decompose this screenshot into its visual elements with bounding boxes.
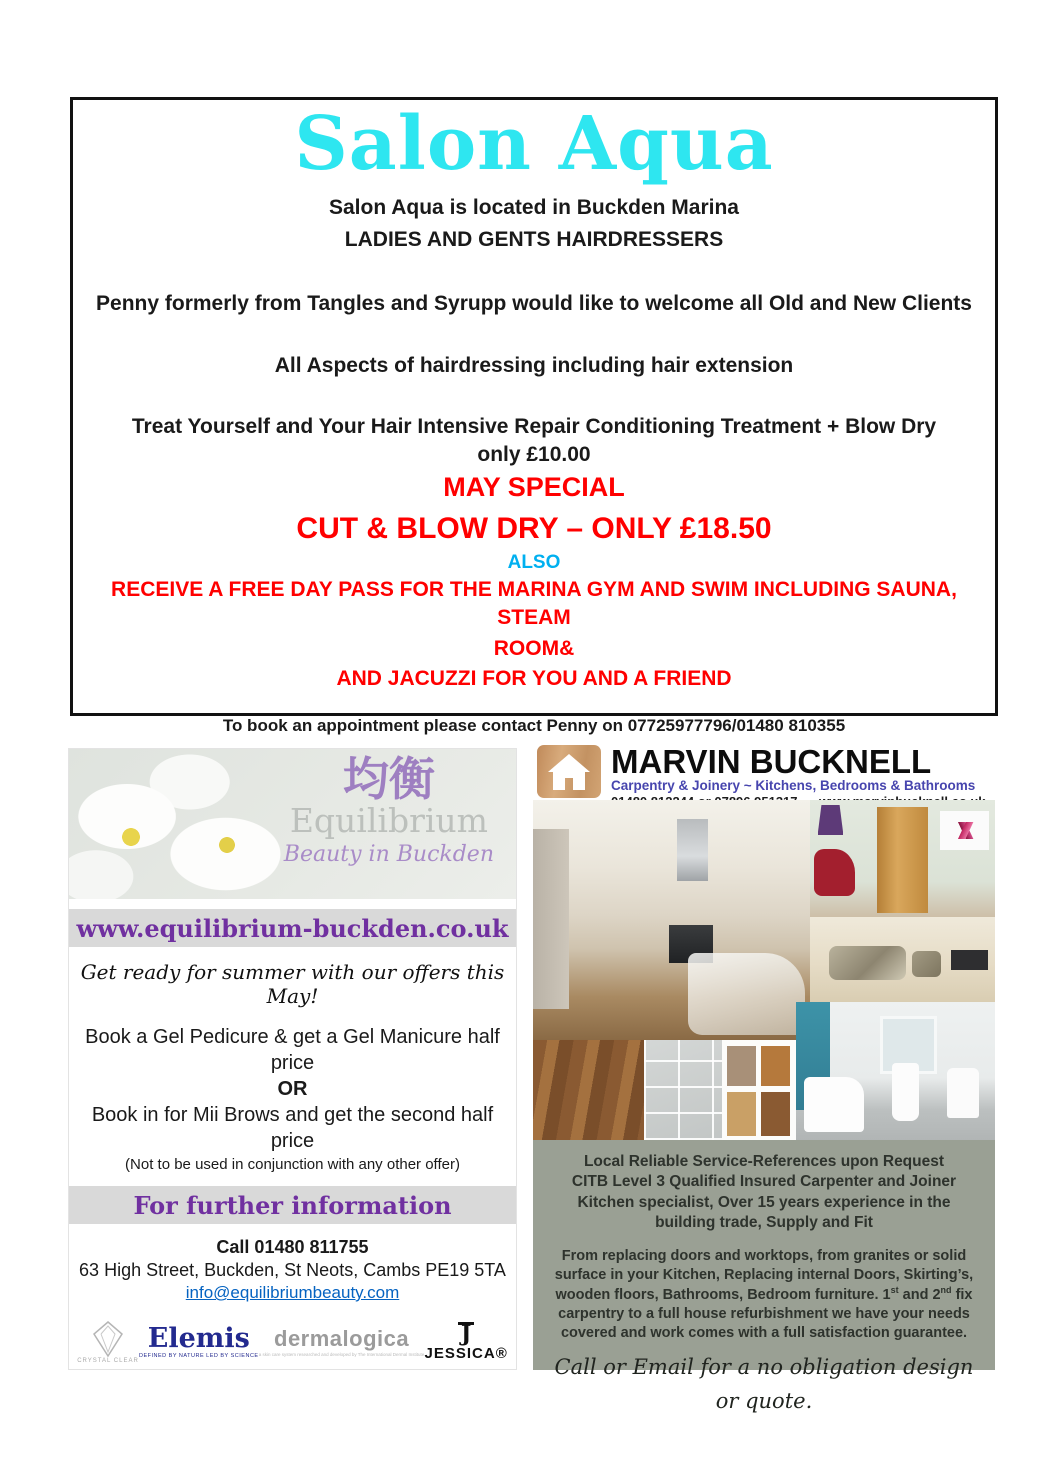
oak-door-photo (810, 800, 995, 917)
elemis-tagline: DEFINED BY NATURE LED BY SCIENCE (138, 1353, 259, 1359)
equilibrium-banner-text (284, 755, 494, 867)
marvin-info-panel (533, 1140, 995, 1413)
salon-aqua-ad (70, 97, 998, 736)
equilibrium-ad (68, 748, 517, 1370)
house-icon (537, 745, 601, 798)
red-chair-shape (814, 849, 855, 896)
salon-may-special: MAY SPECIAL (443, 471, 625, 502)
salon-treatment-line: Treat Yourself and Your Hair Intensive Repair Conditioning Treatment + Blow Dry (131, 415, 937, 439)
sink-basin-shape (829, 946, 907, 980)
equilibrium-banner-image (69, 749, 516, 899)
kitchen-extractor-hood-shape (677, 819, 707, 881)
elemis-wordmark: Elemis (147, 1323, 250, 1354)
salon-treatment-price: only £10.00 (477, 443, 591, 467)
equilibrium-website-text: www.equilibrium-buckden.co.uk (76, 913, 509, 943)
basin-shape (947, 1068, 979, 1118)
marvin-handwritten-note: Call or Email for a no obligation design or quote. (554, 1355, 974, 1413)
kitchen-sink-photo (810, 917, 995, 1002)
equilibrium-offer1-line1: Book a Gel Pedicure & get a Gel Manicure half (85, 1026, 500, 1048)
elemis-logo (139, 1325, 259, 1359)
bathtub-shape (804, 1077, 864, 1132)
salon-welcome-line: Penny formerly from Tangles and Syrupp would like to welcome all Old and New Clients (96, 292, 972, 316)
equilibrium-brand-logos (69, 1311, 516, 1373)
jessica-logo (425, 1322, 508, 1363)
wall-art-shape (940, 811, 990, 851)
bathroom-photo (796, 1002, 995, 1140)
salon-location-line: Salon Aqua is located in Buckden Marina (329, 195, 739, 219)
jessica-j-icon: J (458, 1322, 474, 1345)
equilibrium-further-info-text: For further information (133, 1190, 452, 1220)
dermalogica-wordmark: dermalogica (274, 1325, 410, 1351)
hob-shape (951, 950, 988, 970)
oak-door-shape (877, 807, 929, 913)
salon-also: ALSO (507, 551, 561, 573)
dermalogica-logo (258, 1325, 425, 1357)
salon-free-pass-line3: AND JACUZZI FOR YOU AND A FRIEND (336, 666, 732, 690)
salon-booking-line: To book an appointment please contact Penny on 07725977796/01480 810355 (222, 716, 846, 736)
marvin-title: MARVIN BUCKNELL (611, 743, 932, 780)
salon-special-offer: CUT & BLOW DRY – ONLY £18.50 (296, 511, 772, 545)
sink-half-basin-shape (912, 951, 942, 977)
salon-free-pass-line1: RECEIVE A FREE DAY PASS FOR THE MARINA GYM AND SWIM INCLUDING SAUNA, STEAM (111, 577, 957, 630)
dermalogica-tagline: a skin care system researched and developed by The International Dermal Institute (258, 1351, 425, 1357)
salon-subtitle-line: LADIES AND GENTS HAIRDRESSERS (344, 228, 724, 252)
equilibrium-address: 63 High Street, Buckden, St Neots, Cambs PE19 5TA (79, 1260, 506, 1280)
equilibrium-offer1-line2: price (270, 1052, 315, 1074)
salon-aqua-title: Salon Aqua (294, 101, 774, 187)
kitchen-dining-table-shape (688, 953, 804, 1034)
wood-floor-photo (533, 1040, 644, 1140)
salon-free-pass-line2: ROOM& (493, 636, 575, 660)
marvin-info-line1: Local Reliable Service-References upon Request (583, 1153, 945, 1170)
marvin-info-line2: CITB Level 3 Qualified Insured Carpenter and Joiner Kitchen specialist, Over 15 years experience in the building trade, Supply and Fit (571, 1173, 957, 1232)
equilibrium-offer2-line1: Book in for Mii Brows and get the second half (91, 1104, 494, 1126)
equilibrium-further-info-banner (69, 1186, 516, 1224)
equilibrium-or: OR (277, 1078, 308, 1100)
jessica-wordmark: JESSICA® (424, 1345, 508, 1363)
crystal-clear-logo (77, 1321, 139, 1364)
equilibrium-website-banner (69, 909, 516, 947)
marvin-subtitle: Carpentry & Joinery ~ Kitchens, Bedrooms & Bathrooms (611, 778, 976, 793)
kitchen-photo (533, 800, 810, 1040)
equilibrium-brand-name: Equilibrium (289, 801, 488, 841)
equilibrium-email-row (69, 1283, 516, 1303)
marvin-photo-collage (533, 800, 995, 1140)
door-samples-photo (722, 1040, 796, 1140)
equilibrium-disclaimer: (Not to be used in conjunction with any other offer) (125, 1156, 460, 1173)
floor-tiles-photo (644, 1040, 723, 1140)
toilet-shape (892, 1063, 920, 1121)
crystal-clear-wordmark: CRYSTAL CLEAR (77, 1357, 139, 1364)
equilibrium-chinese-characters: 均衡 (342, 753, 435, 805)
equilibrium-phone: Call 01480 811755 (216, 1237, 369, 1257)
equilibrium-offer2-line2: price (270, 1130, 315, 1152)
equilibrium-email-link[interactable]: info@equilibriumbeauty.com (185, 1283, 400, 1302)
crystal-clear-diamond-icon (93, 1321, 123, 1357)
equilibrium-headline: Get ready for summer with our offers this May! (80, 960, 505, 1008)
marvin-header (533, 745, 995, 800)
purple-lamp-shape (818, 805, 844, 835)
equilibrium-tagline: Beauty in Buckden (283, 841, 494, 867)
marvin-bucknell-ad (533, 743, 995, 1413)
kitchen-cabinet-shape (533, 829, 569, 1009)
marvin-body-paragraph: From replacing doors and worktops, from granites or solid surface in your Kitchen, Replacing internal Doors, Skirting’s, wooden floors, Bathrooms, Bedroom furniture. 1st and 2nd fix carpentry to a full house refurbishment we have your needs covered and work comes with a full satisfaction guarantee. (554, 1247, 974, 1342)
salon-aspects-line: All Aspects of hairdressing including hair extension (274, 353, 794, 377)
